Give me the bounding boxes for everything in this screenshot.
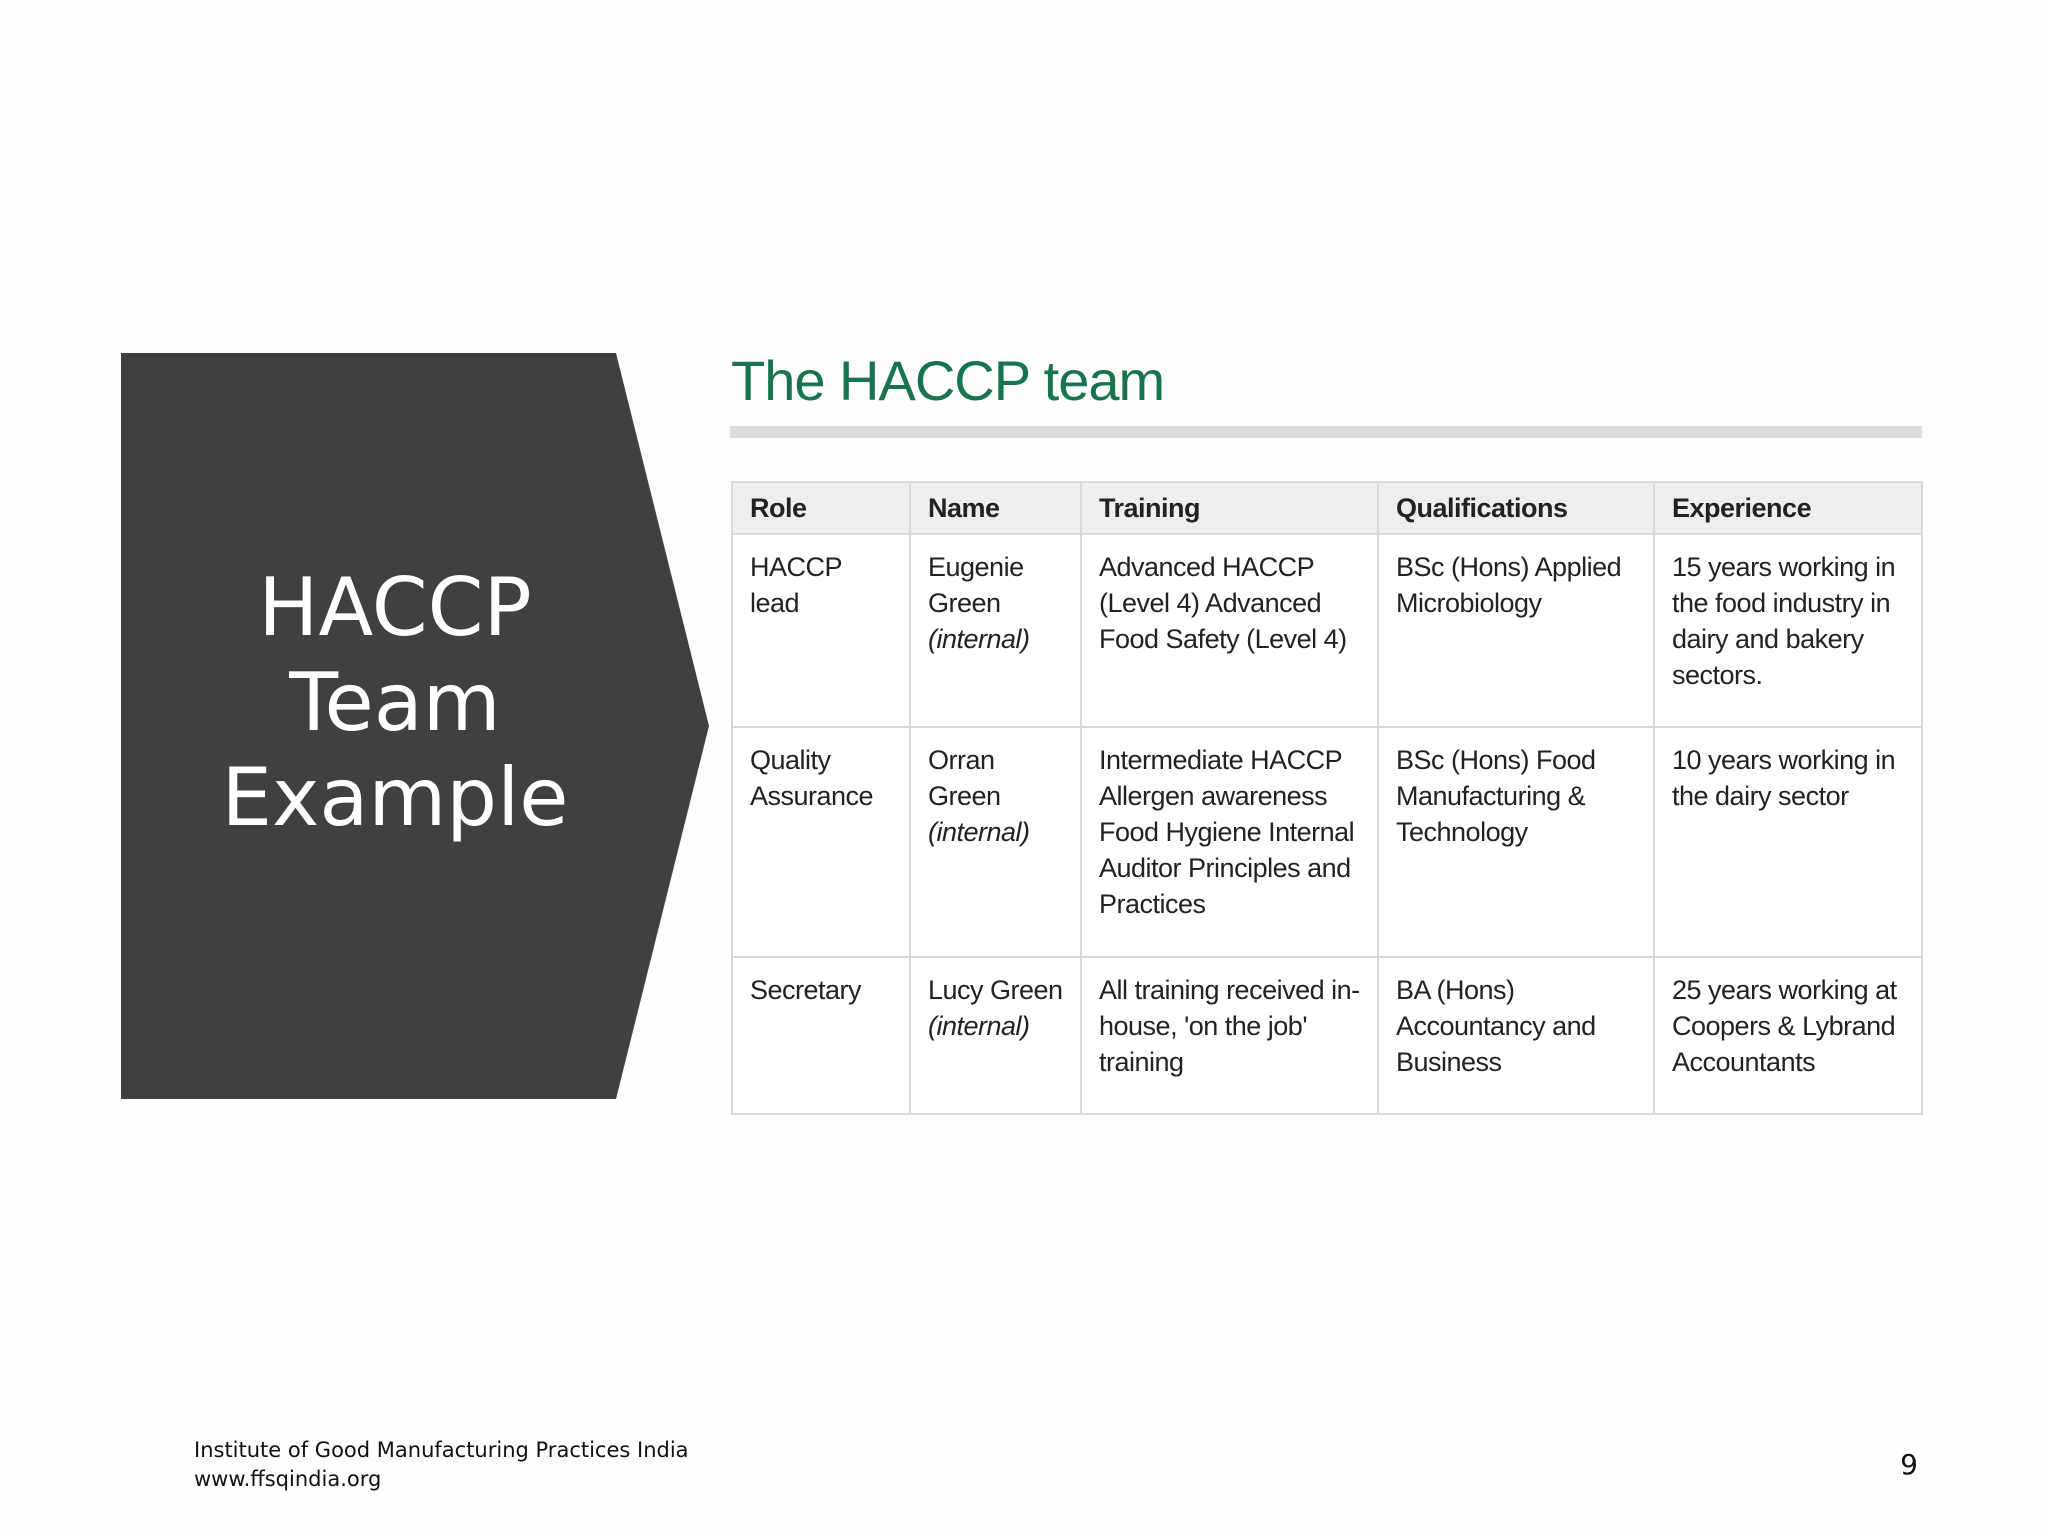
experience-cell: 25 years working at Coopers & Lybrand Accountants (1654, 957, 1922, 1114)
qualifications-cell: BA (Hons) Accountancy and Business (1378, 957, 1654, 1114)
experience-cell: 10 years working in the dairy sector (1654, 727, 1922, 957)
heading-divider (730, 426, 1922, 438)
name-cell (910, 534, 1081, 727)
name-cell (910, 957, 1081, 1114)
member-type-note: (internal) (928, 1010, 1030, 1041)
column-header-role: Role (732, 482, 910, 534)
page-number: 9 (1900, 1448, 1918, 1481)
column-header-qualifications: Qualifications (1378, 482, 1654, 534)
member-name: Orran Green (928, 744, 1001, 811)
qualifications-cell: BSc (Hons) Applied Microbiology (1378, 534, 1654, 727)
column-header-training: Training (1081, 482, 1378, 534)
column-header-name: Name (910, 482, 1081, 534)
member-type-note: (internal) (928, 816, 1030, 847)
training-cell: All training received in-house, 'on the job' training (1081, 957, 1378, 1114)
organization-name: Institute of Good Manufacturing Practices India (194, 1438, 689, 1462)
slide-title: HACCP Team Example (221, 561, 569, 844)
training-cell: Intermediate HACCP Allergen awareness Food Hygiene Internal Auditor Principles and Practices (1081, 727, 1378, 957)
table-row (732, 957, 1922, 1114)
table-row (732, 727, 1922, 957)
table-heading: The HACCP team (731, 349, 1165, 412)
haccp-team-table (731, 481, 1923, 1115)
table-row (732, 534, 1922, 727)
member-name: Eugenie Green (928, 552, 1024, 618)
role-cell: HACCP lead (732, 534, 910, 727)
organization-website: www.ffsqindia.org (194, 1467, 382, 1491)
qualifications-cell: BSc (Hons) Food Manufacturing & Technology (1378, 727, 1654, 957)
role-cell: Secretary (732, 957, 910, 1114)
role-cell: Quality Assurance (732, 727, 910, 957)
name-cell (910, 727, 1081, 957)
experience-cell: 15 years working in the food industry in dairy and bakery sectors. (1654, 534, 1922, 727)
footer-organization (194, 1436, 689, 1494)
member-name: Lucy Green (928, 974, 1063, 1005)
column-header-experience: Experience (1654, 482, 1922, 534)
training-cell: Advanced HACCP (Level 4) Advanced Food Safety (Level 4) (1081, 534, 1378, 727)
member-type-note: (internal) (928, 624, 1030, 654)
table-header-row (732, 482, 1922, 534)
